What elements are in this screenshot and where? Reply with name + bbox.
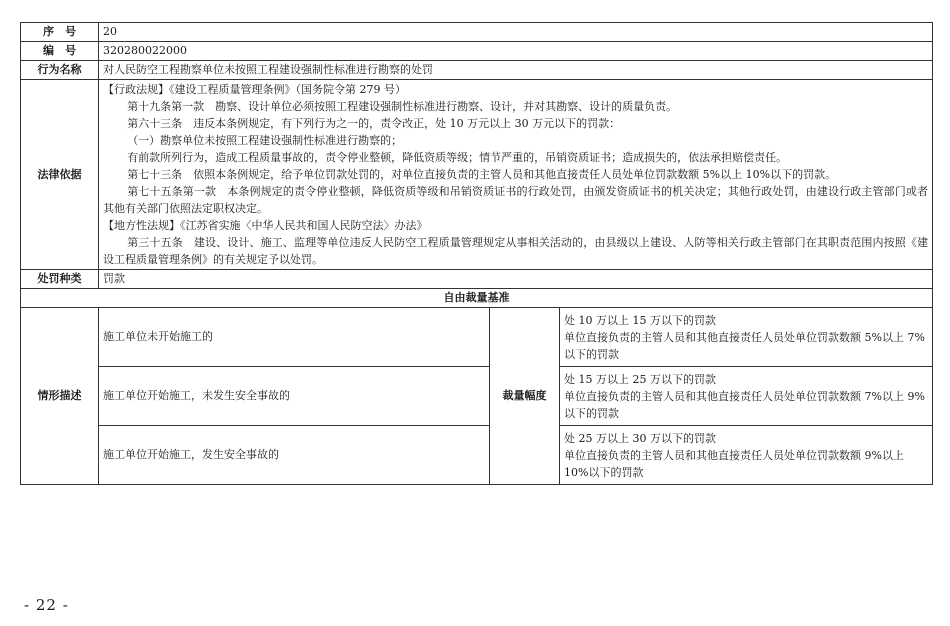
range-personal-fine: 单位直接负责的主管人员和其他直接责任人员处单位罚款数额 9%以上 10%以下的罚款 <box>564 448 904 479</box>
seq-value: 20 <box>99 23 933 42</box>
discretion-row <box>21 308 933 367</box>
penalty-type-label: 处罚种类 <box>21 270 99 289</box>
discretion-row <box>21 426 933 485</box>
row-action <box>21 61 933 80</box>
discretion-title: 自由裁量基准 <box>21 289 933 308</box>
legal-basis-line: （一）勘察单位未按照工程建设强制性标准进行勘察的； <box>127 134 403 147</box>
range-fine: 处 15 万以上 25 万以下的罚款 <box>564 372 716 386</box>
action-value: 对人民防空工程勘察单位未按照工程建设强制性标准进行勘察的处罚 <box>99 61 933 80</box>
legal-basis-line: 第十九条第一款 勘察、设计单位必须按照工程建设强制性标准进行勘察、设计，并对其勘察、设计的质量负责。 <box>127 100 678 113</box>
legal-basis-line: 有前款所列行为，造成工程质量事故的，责令停业整顿，降低资质等级；情节严重的，吊销资质证书；造成损失的，依法承担赔偿责任。 <box>127 151 788 164</box>
action-label: 行为名称 <box>21 61 99 80</box>
situation-text: 施工单位开始施工，未发生安全事故的 <box>99 367 490 426</box>
range-fine: 处 10 万以上 15 万以下的罚款 <box>564 313 716 327</box>
penalty-table <box>20 22 933 485</box>
seq-label: 序 号 <box>21 23 99 42</box>
legal-basis-line: 第七十五条第一款 本条例规定的责令停业整顿，降低资质等级和吊销资质证书的行政处罚，由颁发资质证书的机关决定；其他行政处罚，由建设行政主管部门或者其他有关部门依照法定职权决定。 <box>103 185 929 215</box>
legal-basis-line: 【地方性法规】《江苏省实施〈中华人民共和国人民防空法〉办法》 <box>103 219 428 232</box>
row-seq <box>21 23 933 42</box>
legal-basis-label: 法律依据 <box>21 80 99 270</box>
legal-basis-content <box>99 80 933 270</box>
situation-label: 情形描述 <box>21 308 99 485</box>
range-cell <box>560 367 933 426</box>
range-label: 裁量幅度 <box>490 308 560 485</box>
code-label: 编 号 <box>21 42 99 61</box>
page-number: - 22 - <box>24 596 69 614</box>
range-personal-fine: 单位直接负责的主管人员和其他直接责任人员处单位罚款数额 5%以上 7%以下的罚款 <box>564 330 925 361</box>
legal-basis-line: 第三十五条 建设、设计、施工、监理等单位违反人民防空工程质量管理规定从事相关活动的，由县级以上建设、人防等相关行政主管部门在其职责范围内按照《建设工程质量管理条例》的有关规定予以处罚。 <box>103 236 929 266</box>
situation-text: 施工单位开始施工，发生安全事故的 <box>99 426 490 485</box>
situation-text: 施工单位未开始施工的 <box>99 308 490 367</box>
row-penalty-type <box>21 270 933 289</box>
legal-basis-line: 【行政法规】《建设工程质量管理条例》（国务院令第 279 号） <box>103 83 406 96</box>
range-cell <box>560 308 933 367</box>
range-fine: 处 25 万以上 30 万以下的罚款 <box>564 431 716 445</box>
discretion-row <box>21 367 933 426</box>
range-cell <box>560 426 933 485</box>
penalty-type-value: 罚款 <box>99 270 933 289</box>
row-discretion-title <box>21 289 933 308</box>
code-value: 320280022000 <box>99 42 933 61</box>
range-personal-fine: 单位直接负责的主管人员和其他直接责任人员处单位罚款数额 7%以上 9%以下的罚款 <box>564 389 925 420</box>
legal-basis-line: 第七十三条 依照本条例规定，给予单位罚款处罚的，对单位直接负责的主管人员和其他直接责任人员处单位罚款数额 5%以上 10%以下的罚款。 <box>127 168 837 181</box>
row-code <box>21 42 933 61</box>
legal-basis-line: 第六十三条 违反本条例规定，有下列行为之一的，责令改正，处 10 万元以上 30 万元以下的罚款： <box>127 117 621 130</box>
row-legal-basis <box>21 80 933 270</box>
